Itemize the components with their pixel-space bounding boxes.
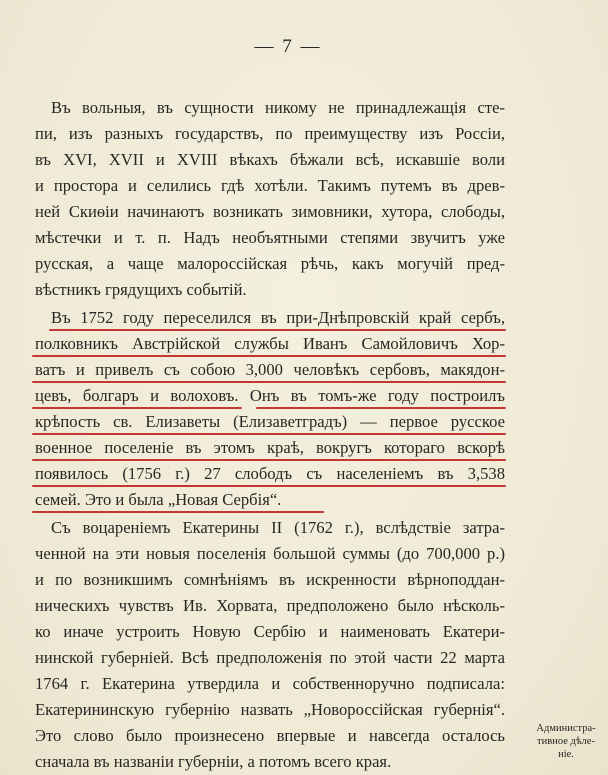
text-line: Екатерининскую губернію назвать „Новороссійская губернія“. xyxy=(35,700,505,719)
highlighted-line: семей. Это и была „Новая Сербія“. xyxy=(35,490,282,509)
highlighted-line: цевъ, болгаръ и волоховъ. Онъ въ томъ-же году построилъ xyxy=(35,386,505,405)
text-line: ко иначе устроить Новую Сербію и наименовать Екатери- xyxy=(35,622,505,641)
text-line: ническихъ чувствъ Ив. Хорвата, предположено было нѣсколь- xyxy=(35,596,505,615)
red-underline xyxy=(32,459,506,461)
text-line: въ XVI, XVII и XVIII вѣкахъ бѣжали всѣ, искавшіе воли xyxy=(35,150,505,169)
red-underline xyxy=(32,485,506,487)
margin-note-line: тивное дѣле- xyxy=(537,736,595,747)
red-underline xyxy=(256,407,506,409)
text-line: нинской губерніей. Всѣ предположенія по этой части 22 марта xyxy=(35,648,505,667)
red-underline xyxy=(32,433,506,435)
highlighted-line: ватъ и привелъ съ собою 3,000 человѣкъ сербовъ, макядон- xyxy=(35,360,505,379)
red-underline xyxy=(32,381,506,383)
text-line: ченной на эти новыя поселенія большой суммы (до 700,000 р.) xyxy=(35,544,505,563)
margin-note-line: Администра- xyxy=(536,723,596,734)
text-line: Въ вольныя, въ сущности никому не принадлежащія сте- xyxy=(51,98,505,117)
margin-note xyxy=(524,722,608,761)
margin-note-line: ніе. xyxy=(558,749,574,760)
text-line: русская, а чаще малороссійская рѣчь, какъ могучій пред- xyxy=(35,254,505,273)
text-line: сначала въ названіи губерніи, а потомъ всего края. xyxy=(35,752,392,771)
highlighted-line: крѣпость св. Елизаветы (Елизаветградъ) — первое русское xyxy=(35,412,505,431)
red-underline xyxy=(32,355,506,357)
text-line: Это слово было произнесено впервые и навсегда осталось xyxy=(35,726,505,745)
text-line: пи, изъ разныхъ государствъ, по преимуществу изъ Россіи, xyxy=(35,124,505,143)
highlighted-line: полковникъ Австрійской службы Иванъ Самойловичъ Хор- xyxy=(35,334,505,353)
highlighted-line: появилось (1756 г.) 27 слободъ съ населеніемъ въ 3,538 xyxy=(35,464,505,483)
highlighted-line: военное поселеніе въ этомъ краѣ, вокругъ котораго вскорѣ xyxy=(35,438,505,457)
text-line: мѣстечки и т. п. Надъ необъятными степями звучитъ уже xyxy=(35,228,505,247)
text-line: вѣстникъ грядущихъ событій. xyxy=(35,280,247,299)
red-underline xyxy=(49,329,506,331)
red-underline xyxy=(32,511,324,513)
text-line: и простора и селились гдѣ хотѣли. Такимъ путемъ въ древ- xyxy=(35,176,505,195)
page-number: — 7 — xyxy=(254,36,322,57)
text-line: и по возникшимъ сомнѣніямъ въ искренности вѣрноподдан- xyxy=(35,570,505,589)
text-line: ней Скиѳіи начинаютъ возникать зимовники, хутора, слободы, xyxy=(35,202,505,221)
text-line: 1764 г. Екатерина утвердила и собственноручно подписала: xyxy=(35,674,505,693)
red-underline xyxy=(32,407,242,409)
highlighted-line: Въ 1752 году переселился въ при-Днѣпровскій край сербъ, xyxy=(51,308,505,327)
text-line: Съ воцареніемъ Екатерины II (1762 г.), вслѣдствіе затра- xyxy=(51,518,505,537)
